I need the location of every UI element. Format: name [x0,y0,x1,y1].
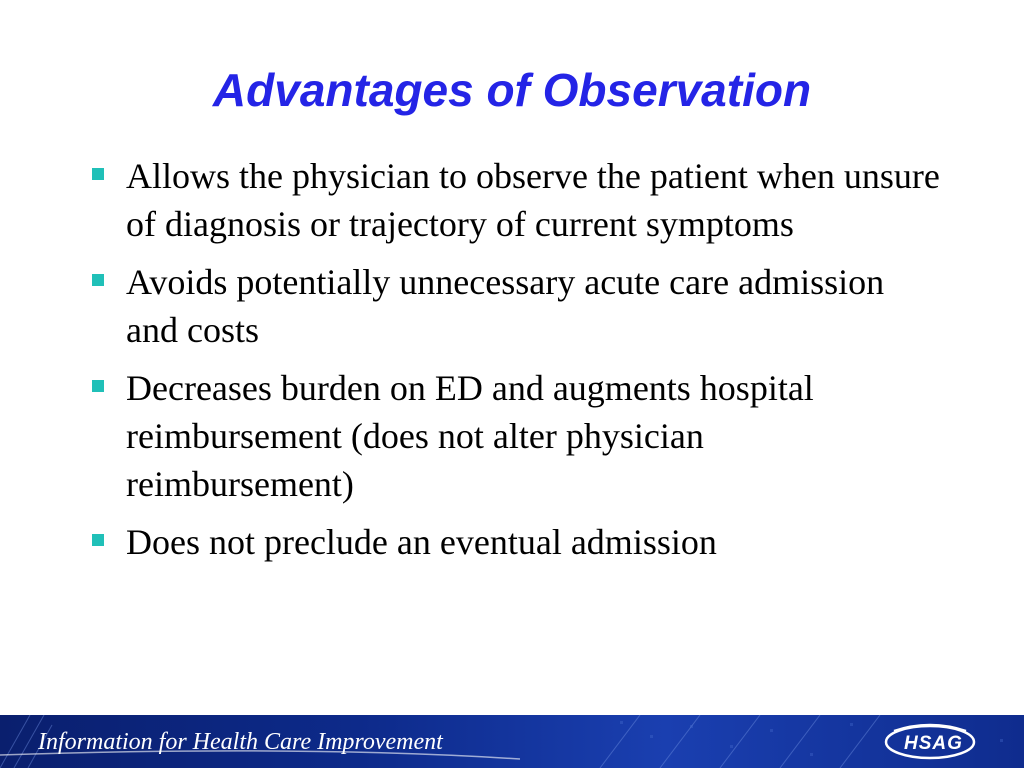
bullet-text: Does not preclude an eventual admission [126,522,717,562]
bullet-text: Decreases burden on ED and augments hospital reimbursement (does not alter physician reimbursement) [126,368,814,504]
logo-text: HSAG [904,733,963,754]
bullet-item [90,518,940,566]
footer-band [0,715,1024,768]
square-bullet-icon [92,534,104,546]
square-bullet-icon [92,274,104,286]
bullet-item [90,364,940,508]
bullet-item [90,258,940,354]
bullet-list [90,152,940,576]
bullet-text: Allows the physician to observe the patient when unsure of diagnosis or trajectory of current symptoms [126,156,940,244]
bullet-text: Avoids potentially unnecessary acute care admission and costs [126,262,885,350]
square-bullet-icon [92,380,104,392]
bullet-item [90,152,940,248]
slide-title: Advantages of Observation [212,64,812,116]
footer-tagline: Information for Health Care Improvement [38,729,443,755]
square-bullet-icon [92,168,104,180]
